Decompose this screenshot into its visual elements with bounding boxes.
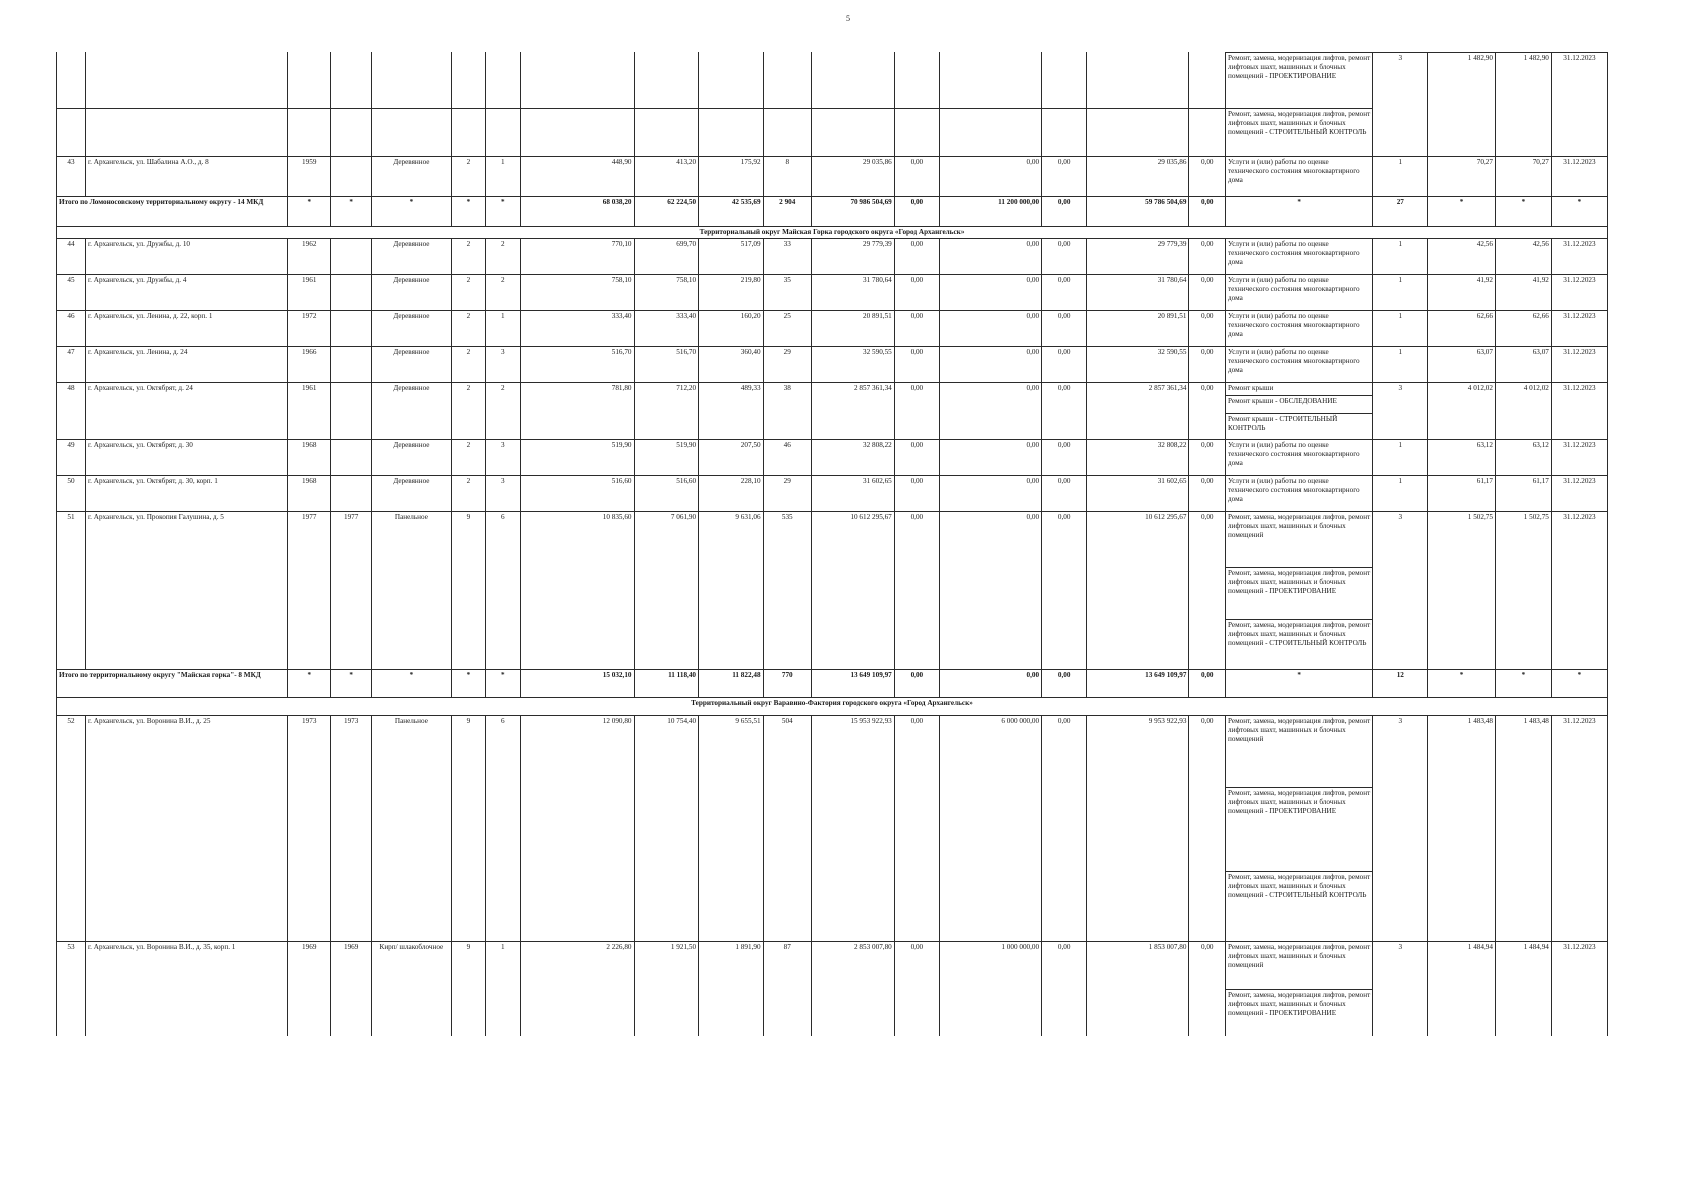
- total-row: Итого по территориальному округу "Майская горка"- 8 МКД * * * * * 15 032,10 11 118,40 11 822,48 770 13 649 109,97 0,00 0,00 0,00 13 649 109,97 0,00 * 12 * * *: [57, 670, 1608, 698]
- wall-material: Деревянное: [372, 347, 452, 383]
- address: г. Архангельск, ул. Октябрят, д. 30: [86, 440, 288, 476]
- total-cost: 31 780,64: [811, 275, 894, 311]
- row-number: 49: [57, 440, 86, 476]
- work-type-cell: Услуги и (или) работы по оценке технического состояния многоквартирного дома: [1226, 239, 1373, 275]
- address: г. Архангельск, ул. Шабалина А.О., д. 8: [86, 157, 288, 197]
- work-type-cell: Ремонт, замена, модернизация лифтов, ремонт лифтовых шахт, машинных и блочных помещений - ПРОЕКТИРОВАНИЕ: [1226, 53, 1373, 109]
- work-type-cell: Ремонт, замена, модернизация лифтов, ремонт лифтовых шахт, машинных и блочных помещений - ПРОЕКТИРОВАНИЕ: [1226, 788, 1373, 872]
- row-number: 53: [57, 942, 86, 1036]
- work-type-cell: Ремонт, замена, модернизация лифтов, ремонт лифтовых шахт, машинных и блочных помещений - СТРОИТЕЛЬНЫЙ КОНТРОЛЬ: [1226, 620, 1373, 670]
- row-number: 48: [57, 383, 86, 440]
- row-number: 50: [57, 476, 86, 512]
- table-row: 46 г. Архангельск, ул. Ленина, д. 22, корп. 1 1972 Деревянное 2 1 333,40 333,40 160,20 25 20 891,51 0,00 0,00 0,00 20 891,51 0,00 Услуги и (или) работы по оценке технического состояния многоквартирного дома 1 62,66 62,66 31.12.2023: [57, 311, 1608, 347]
- section-title: Территориальный округ Майская Горка городского округа «Город Архангельск»: [57, 227, 1608, 239]
- wall-material: Деревянное: [372, 157, 452, 197]
- work-type-cell: Ремонт, замена, модернизация лифтов, ремонт лифтовых шахт, машинных и блочных помещений - ПРОЕКТИРОВАНИЕ: [1226, 568, 1373, 620]
- work-type-cell: Ремонт, замена, модернизация лифтов, ремонт лифтовых шахт, машинных и блочных помещений - СТРОИТЕЛЬНЫЙ КОНТРОЛЬ: [1226, 109, 1373, 157]
- wall-material: Деревянное: [372, 476, 452, 512]
- row-number: 43: [57, 157, 86, 197]
- total-cost: 15 953 922,93: [811, 716, 894, 942]
- page-number: 5: [846, 14, 850, 23]
- total-row: Итого по Ломоносовскому территориальному округу - 14 МКД * * * * * 68 038,20 62 224,50 42 535,69 2 904 70 986 504,69 0,00 11 200 000,00 0,00 59 786 504,69 0,00 * 27 * * *: [57, 197, 1608, 227]
- wall-material: Деревянное: [372, 440, 452, 476]
- address: г. Архангельск, ул. Прокопия Галушина, д. 5: [86, 512, 288, 670]
- total-cost: 10 612 295,67: [811, 512, 894, 670]
- total-cost: 29 035,86: [811, 157, 894, 197]
- work-type-cell: Услуги и (или) работы по оценке технического состояния многоквартирного дома: [1226, 347, 1373, 383]
- row-number: 44: [57, 239, 86, 275]
- work-type-cell: Ремонт, замена, модернизация лифтов, ремонт лифтовых шахт, машинных и блочных помещений - СТРОИТЕЛЬНЫЙ КОНТРОЛЬ: [1226, 872, 1373, 942]
- table-row: 52 г. Архангельск, ул. Воронина В.И., д. 25 1973 1973 Панельное 9 6 12 090,80 10 754,40 9 655,51 504 15 953 922,93 0,00 6 000 000,00 0,00 9 953 922,93 0,00 Ремонт, замена, модернизация лифтов, ремонт лифтовых шахт, машинных и блочных помещений 3 1 483,48 1 483,48 31.12.2023: [57, 716, 1608, 788]
- work-type-cell: Услуги и (или) работы по оценке технического состояния многоквартирного дома: [1226, 311, 1373, 347]
- total-cost: 32 808,22: [811, 440, 894, 476]
- table-row: 53 г. Архангельск, ул. Воронина В.И., д. 35, корп. 1 1969 1969 Кирп/ шлакоблочное 9 1 2 226,80 1 921,50 1 891,90 87 2 853 007,80 0,00 1 000 000,00 0,00 1 853 007,80 0,00 Ремонт, замена, модернизация лифтов, ремонт лифтовых шахт, машинных и блочных помещений 3 1 484,94 1 484,94 31.12.2023: [57, 942, 1608, 990]
- work-count: 3: [1373, 53, 1428, 157]
- work-type-cell: Ремонт, замена, модернизация лифтов, ремонт лифтовых шахт, машинных и блочных помещений: [1226, 942, 1373, 990]
- capital-repair-table: [56, 52, 1608, 1036]
- table-row: 48 г. Архангельск, ул. Октябрят, д. 24 1961 Деревянное 2 2 781,80 712,20 489,33 38 2 857 361,34 0,00 0,00 0,00 2 857 361,34 0,00 Ремонт крыши 3 4 012,02 4 012,02 31.12.2023: [57, 383, 1608, 396]
- total-cost: 2 857 361,34: [811, 383, 894, 440]
- work-type-cell: Услуги и (или) работы по оценке технического состояния многоквартирного дома: [1226, 476, 1373, 512]
- wall-material: Панельное: [372, 512, 452, 670]
- table-row: 44 г. Архангельск, ул. Дружбы, д. 10 1962 Деревянное 2 2 770,10 699,70 517,09 33 29 779,39 0,00 0,00 0,00 29 779,39 0,00 Услуги и (или) работы по оценке технического состояния многоквартирного дома 1 42,56 42,56 31.12.2023: [57, 239, 1608, 275]
- total-label: Итого по Ломоносовскому территориальному округу - 14 МКД: [57, 197, 288, 227]
- work-type-cell: Ремонт, замена, модернизация лифтов, ремонт лифтовых шахт, машинных и блочных помещений: [1226, 716, 1373, 788]
- limit-cost: 1 482,90: [1495, 53, 1551, 157]
- work-type-cell: Услуги и (или) работы по оценке технического состояния многоквартирного дома: [1226, 275, 1373, 311]
- work-type-cell: Услуги и (или) работы по оценке технического состояния многоквартирного дома: [1226, 440, 1373, 476]
- wall-material: Панельное: [372, 716, 452, 942]
- address: г. Архангельск, ул. Воронина В.И., д. 35, корп. 1: [86, 942, 288, 1036]
- address: г. Архангельск, ул. Дружбы, д. 4: [86, 275, 288, 311]
- total-cost: 20 891,51: [811, 311, 894, 347]
- section-header-row: [57, 698, 1608, 716]
- row-number: 46: [57, 311, 86, 347]
- work-type-cell: Ремонт крыши - ОБСЛЕДОВАНИЕ: [1226, 396, 1373, 414]
- row-number: 47: [57, 347, 86, 383]
- table-row: 45 г. Архангельск, ул. Дружбы, д. 4 1961 Деревянное 2 2 758,10 758,10 219,80 35 31 780,64 0,00 0,00 0,00 31 780,64 0,00 Услуги и (или) работы по оценке технического состояния многоквартирного дома 1 41,92 41,92 31.12.2023: [57, 275, 1608, 311]
- address: г. Архангельск, ул. Октябрят, д. 30, корп. 1: [86, 476, 288, 512]
- work-type-cell: Ремонт, замена, модернизация лифтов, ремонт лифтовых шахт, машинных и блочных помещений - ПРОЕКТИРОВАНИЕ: [1226, 990, 1373, 1036]
- section-header-row: [57, 227, 1608, 239]
- work-type-cell: Ремонт, замена, модернизация лифтов, ремонт лифтовых шахт, машинных и блочных помещений: [1226, 512, 1373, 568]
- address: г. Архангельск, ул. Ленина, д. 22, корп. 1: [86, 311, 288, 347]
- table-row: 43 г. Архангельск, ул. Шабалина А.О., д. 8 1959 Деревянное 2 1 448,90 413,20 175,92 8 29 035,86 0,00 0,00 0,00 29 035,86 0,00 Услуги и (или) работы по оценке технического состояния многоквартирного дома 1 70,27 70,27 31.12.2023: [57, 157, 1608, 197]
- wall-material: Деревянное: [372, 311, 452, 347]
- address: г. Архангельск, ул. Ленина, д. 24: [86, 347, 288, 383]
- work-type-cell: Услуги и (или) работы по оценке технического состояния многоквартирного дома: [1226, 157, 1373, 197]
- section-title: Территориальный округ Варавино-Фактория городского округа «Город Архангельск»: [57, 698, 1608, 716]
- row-number: 52: [57, 716, 86, 942]
- table-row: 50 г. Архангельск, ул. Октябрят, д. 30, корп. 1 1968 Деревянное 2 3 516,60 516,60 228,10 29 31 602,65 0,00 0,00 0,00 31 602,65 0,00 Услуги и (или) работы по оценке технического состояния многоквартирного дома 1 61,17 61,17 31.12.2023: [57, 476, 1608, 512]
- address: г. Архангельск, ул. Воронина В.И., д. 25: [86, 716, 288, 942]
- wall-material: Деревянное: [372, 239, 452, 275]
- row-number: 45: [57, 275, 86, 311]
- table-row: 51 г. Архангельск, ул. Прокопия Галушина, д. 5 1977 1977 Панельное 9 6 10 835,60 7 061,90 9 631,06 535 10 612 295,67 0,00 0,00 0,00 10 612 295,67 0,00 Ремонт, замена, модернизация лифтов, ремонт лифтовых шахт, машинных и блочных помещений 3 1 502,75 1 502,75 31.12.2023: [57, 512, 1608, 568]
- row-number: 51: [57, 512, 86, 670]
- table-row: [57, 53, 1608, 109]
- unit-cost: 1 482,90: [1428, 53, 1496, 157]
- table-row: 49 г. Архангельск, ул. Октябрят, д. 30 1968 Деревянное 2 3 519,90 519,90 207,50 46 32 808,22 0,00 0,00 0,00 32 808,22 0,00 Услуги и (или) работы по оценке технического состояния многоквартирного дома 1 63,12 63,12 31.12.2023: [57, 440, 1608, 476]
- address: г. Архангельск, ул. Октябрят, д. 24: [86, 383, 288, 440]
- total-label: Итого по территориальному округу "Майская горка"- 8 МКД: [57, 670, 288, 698]
- wall-material: Кирп/ шлакоблочное: [372, 942, 452, 1036]
- total-cost: 2 853 007,80: [811, 942, 894, 1036]
- work-type-cell: Ремонт крыши: [1226, 383, 1373, 396]
- total-cost: 32 590,55: [811, 347, 894, 383]
- work-type-cell: Ремонт крыши - СТРОИТЕЛЬНЫЙ КОНТРОЛЬ: [1226, 414, 1373, 440]
- wall-material: Деревянное: [372, 275, 452, 311]
- deadline-date: 31.12.2023: [1551, 53, 1607, 157]
- address: г. Архангельск, ул. Дружбы, д. 10: [86, 239, 288, 275]
- total-cost: 29 779,39: [811, 239, 894, 275]
- wall-material: Деревянное: [372, 383, 452, 440]
- table-row: 47 г. Архангельск, ул. Ленина, д. 24 1966 Деревянное 2 3 516,70 516,70 360,40 29 32 590,55 0,00 0,00 0,00 32 590,55 0,00 Услуги и (или) работы по оценке технического состояния многоквартирного дома 1 63,07 63,07 31.12.2023: [57, 347, 1608, 383]
- total-cost: 31 602,65: [811, 476, 894, 512]
